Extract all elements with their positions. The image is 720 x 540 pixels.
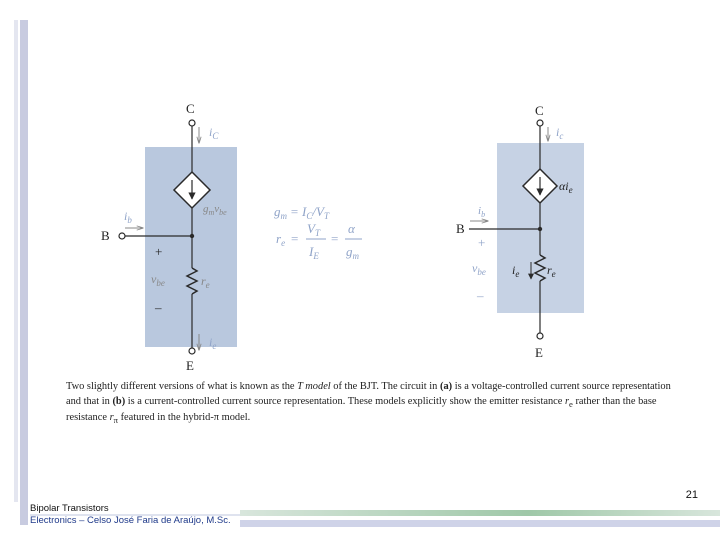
re-equation-lhs: $r_e$: [276, 231, 286, 248]
plus-sign-a: +: [155, 244, 163, 259]
emitter-terminal-b: [537, 333, 543, 339]
footer-band-green: [240, 510, 720, 516]
node-c-label-a: C: [186, 101, 195, 116]
ie-label-a: $i_e$: [209, 335, 217, 351]
re-label-a: $r_e$: [201, 274, 210, 290]
ic-label-b: $i_c$: [556, 125, 564, 141]
node-e-label-b: E: [535, 345, 543, 360]
collector-terminal-a: [189, 120, 195, 126]
re-equation-eq: =: [291, 231, 299, 246]
footer-band-lavender: [240, 520, 720, 527]
circuit-b: [456, 103, 584, 360]
minus-sign-a: –: [155, 300, 162, 315]
circuit-a: [101, 101, 237, 373]
re-equation-den: $I_E$: [309, 244, 319, 261]
node-b-label-a: B: [101, 228, 110, 243]
re-equation-den2: $g_m$: [346, 244, 359, 261]
re-equation-num2: α: [348, 221, 355, 236]
re-equation-eq2: =: [331, 231, 339, 246]
collector-terminal-b: [537, 120, 543, 126]
ie-label-b: $i_e$: [512, 263, 520, 279]
node-c-label-b: C: [535, 103, 544, 118]
footer-author: Electronics – Celso José Faria de Araújo, M.Sc.: [30, 515, 231, 526]
base-terminal-a: [119, 233, 125, 239]
equations: [274, 204, 362, 261]
node-b-label-b: B: [456, 221, 465, 236]
ib-label-a: $i_b$: [124, 209, 132, 225]
plus-sign-b: +: [478, 235, 486, 250]
emitter-terminal-a: [189, 348, 195, 354]
gm-equation: $g_m = I_C/V_T$: [274, 204, 329, 221]
ib-label-b: $i_b$: [478, 205, 486, 219]
vbe-label-a: $v_{be}$: [151, 272, 165, 288]
alpha-ie-label-b: $\alpha i_e$: [559, 179, 573, 195]
figure-caption: Two slightly different versions of what is known as the T model of the BJT. The circuit in (a) is a voltage-controlled current source representation and that in (b) is a current-controlled current source representation. These models explicitly show the emitter resistance $r_e$ rather than the base resistance $r_\pi$ featured in the hybrid-π model.: [66, 381, 671, 426]
ic-label-a: $i_C$: [209, 125, 219, 141]
re-label-b: $r_e$: [547, 263, 556, 279]
re-equation-num: $V_T$: [307, 221, 320, 238]
footer-title: Bipolar Transistors: [30, 503, 109, 514]
gm-vbe-label-a: $g_mv_{be}$: [203, 203, 227, 217]
page-number: 21: [685, 489, 698, 501]
minus-sign-b: –: [477, 288, 484, 303]
vbe-label-b: $v_{be}$: [472, 261, 486, 277]
node-e-label-a: E: [186, 358, 194, 373]
